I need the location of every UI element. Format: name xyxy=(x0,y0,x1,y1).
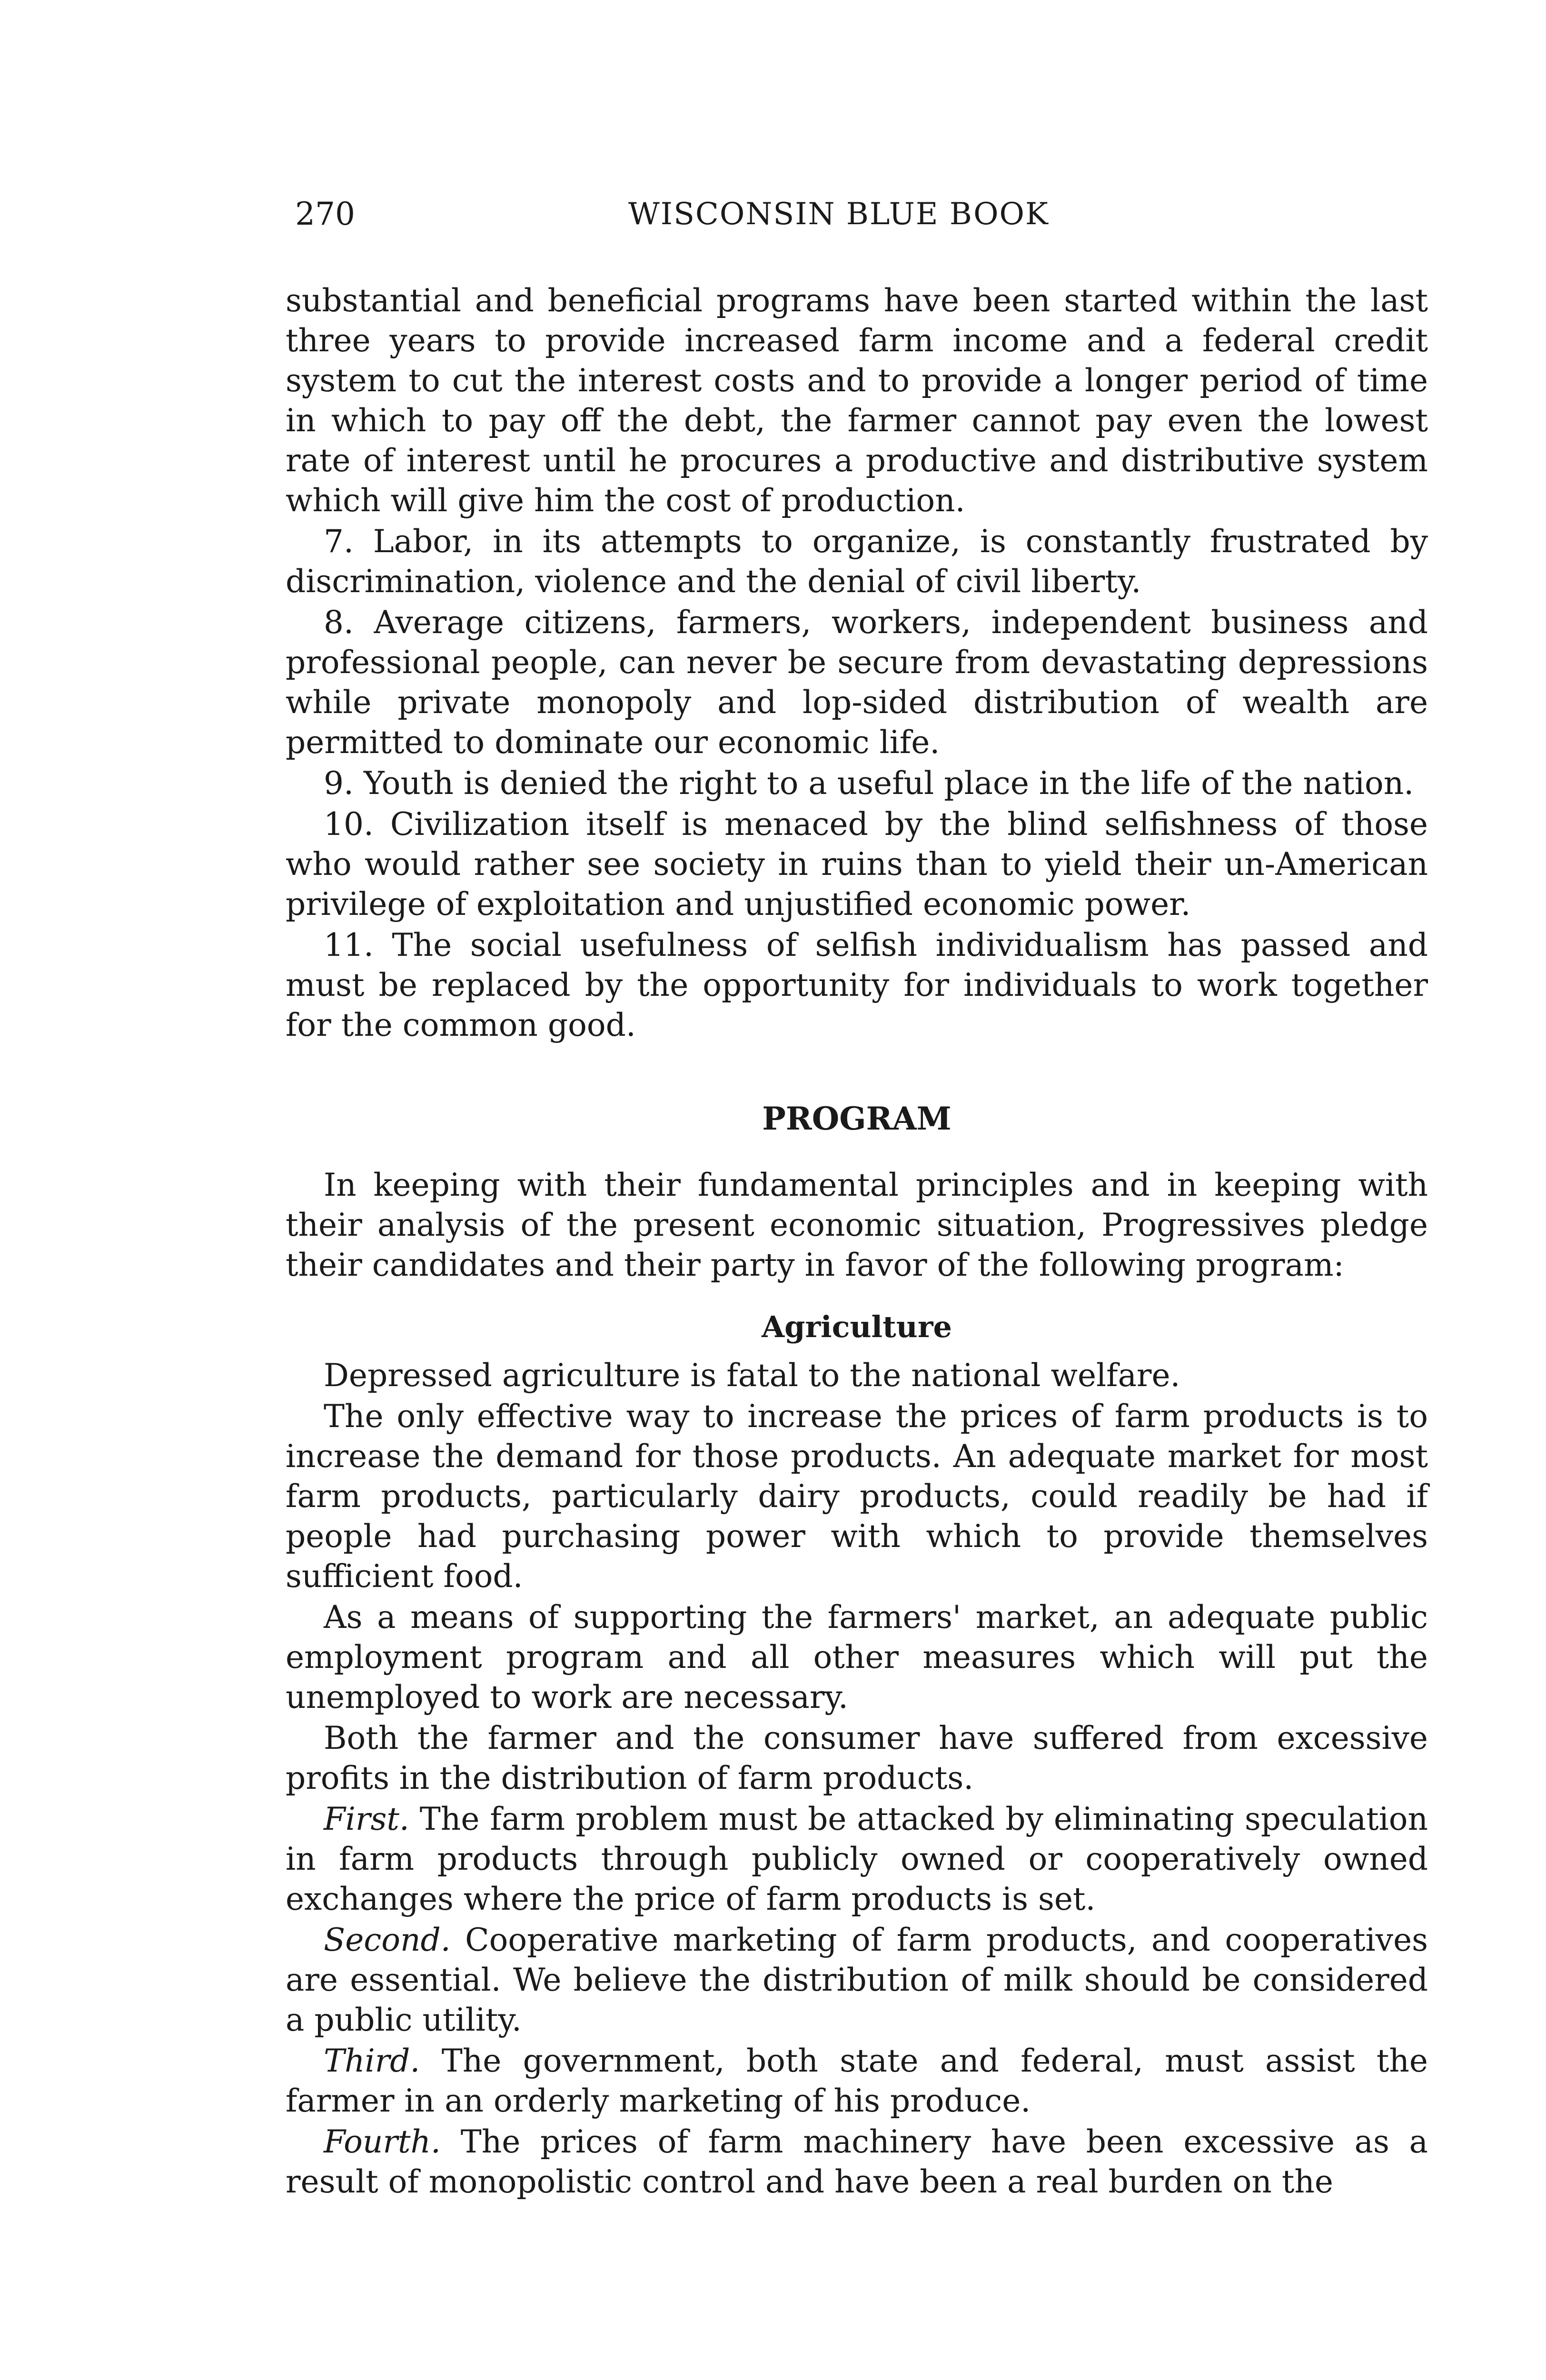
agriculture-second xyxy=(286,1920,1428,2040)
paragraph-7: 7. Labor, in its attempts to organize, is constantly frustrated by discrimination, violence and the denial of civil liberty. xyxy=(286,523,1428,600)
first-text: The farm problem must be attacked by eliminating speculation in farm products through publicly owned or cooperatively owned exchanges where the price of farm products is set. xyxy=(286,1801,1428,1917)
fourth-text: The prices of farm machinery have been excessive as a result of monopolistic control and have been a real burden on the xyxy=(286,2123,1428,2200)
third-text: The government, both state and federal, must assist the farmer in an orderly marketing of his produce. xyxy=(286,2043,1428,2119)
fourth-lead: Fourth. xyxy=(324,2123,441,2160)
agriculture-fourth xyxy=(286,2122,1428,2202)
agriculture-paragraph-3: As a means of supporting the farmers' market, an adequate public employment program and all other measures which will put the unemployed to work are necessary. xyxy=(286,1599,1428,1716)
program-heading: PROGRAM xyxy=(762,1100,951,1137)
second-text: Cooperative marketing of farm products, and cooperatives are essential. We believe the distribution of milk should be considered a public utility. xyxy=(286,1922,1428,2038)
agriculture-paragraph-4: Both the farmer and the consumer have suffered from excessive profits in the distribution of farm products. xyxy=(286,1720,1428,1796)
paragraph-11: 11. The social usefulness of selfish individualism has passed and must be replaced by the opportunity for individuals to work together for the common good. xyxy=(286,927,1428,1043)
paragraph-9: 9. Youth is denied the right to a useful place in the life of the nation. xyxy=(324,765,1414,802)
page-body xyxy=(286,281,1428,2203)
agriculture-heading: Agriculture xyxy=(762,1309,952,1344)
agriculture-paragraph-2: The only effective way to increase the prices of farm products is to increase the demand for those products. An adequate market for most farm products, particularly dairy products, could readily be had if people had purchasing power with which to provide themselves sufficient food. xyxy=(286,1398,1428,1595)
running-head: WISCONSIN BLUE BOOK xyxy=(628,197,1049,232)
program-intro: In keeping with their fundamental principles and in keeping with their analysis of the present economic situation, Progressives pledge their candidates and their party in favor of the following program: xyxy=(286,1167,1428,1283)
agriculture-third xyxy=(286,2041,1428,2121)
paragraph-continuation: substantial and beneficial programs have been started within the last three years to provide increased farm income and a federal credit system to cut the interest costs and to provide a longer period of time in which to pay off the debt, the farmer cannot pay even the lowest rate of interest until he procures a productive and distributive system which will give him the cost of production. xyxy=(286,282,1428,519)
paragraph-10: 10. Civilization itself is menaced by the blind selfishness of those who would rather see society in ruins than to yield their un-American privilege of exploitation and unjustified economic power. xyxy=(286,806,1428,922)
first-lead: First. xyxy=(324,1801,409,1837)
page-number: 270 xyxy=(295,196,355,232)
agriculture-first xyxy=(286,1799,1428,1919)
page-header xyxy=(295,188,1428,240)
agriculture-paragraph-1: Depressed agriculture is fatal to the national welfare. xyxy=(324,1357,1180,1394)
paragraph-8: 8. Average citizens, farmers, workers, independent business and professional people, can never be secure from devastating depressions while private monopoly and lop-sided distribution of wealth are permitted to dominate our economic life. xyxy=(286,604,1428,761)
third-lead: Third. xyxy=(324,2043,420,2079)
second-lead: Second. xyxy=(324,1922,451,1958)
